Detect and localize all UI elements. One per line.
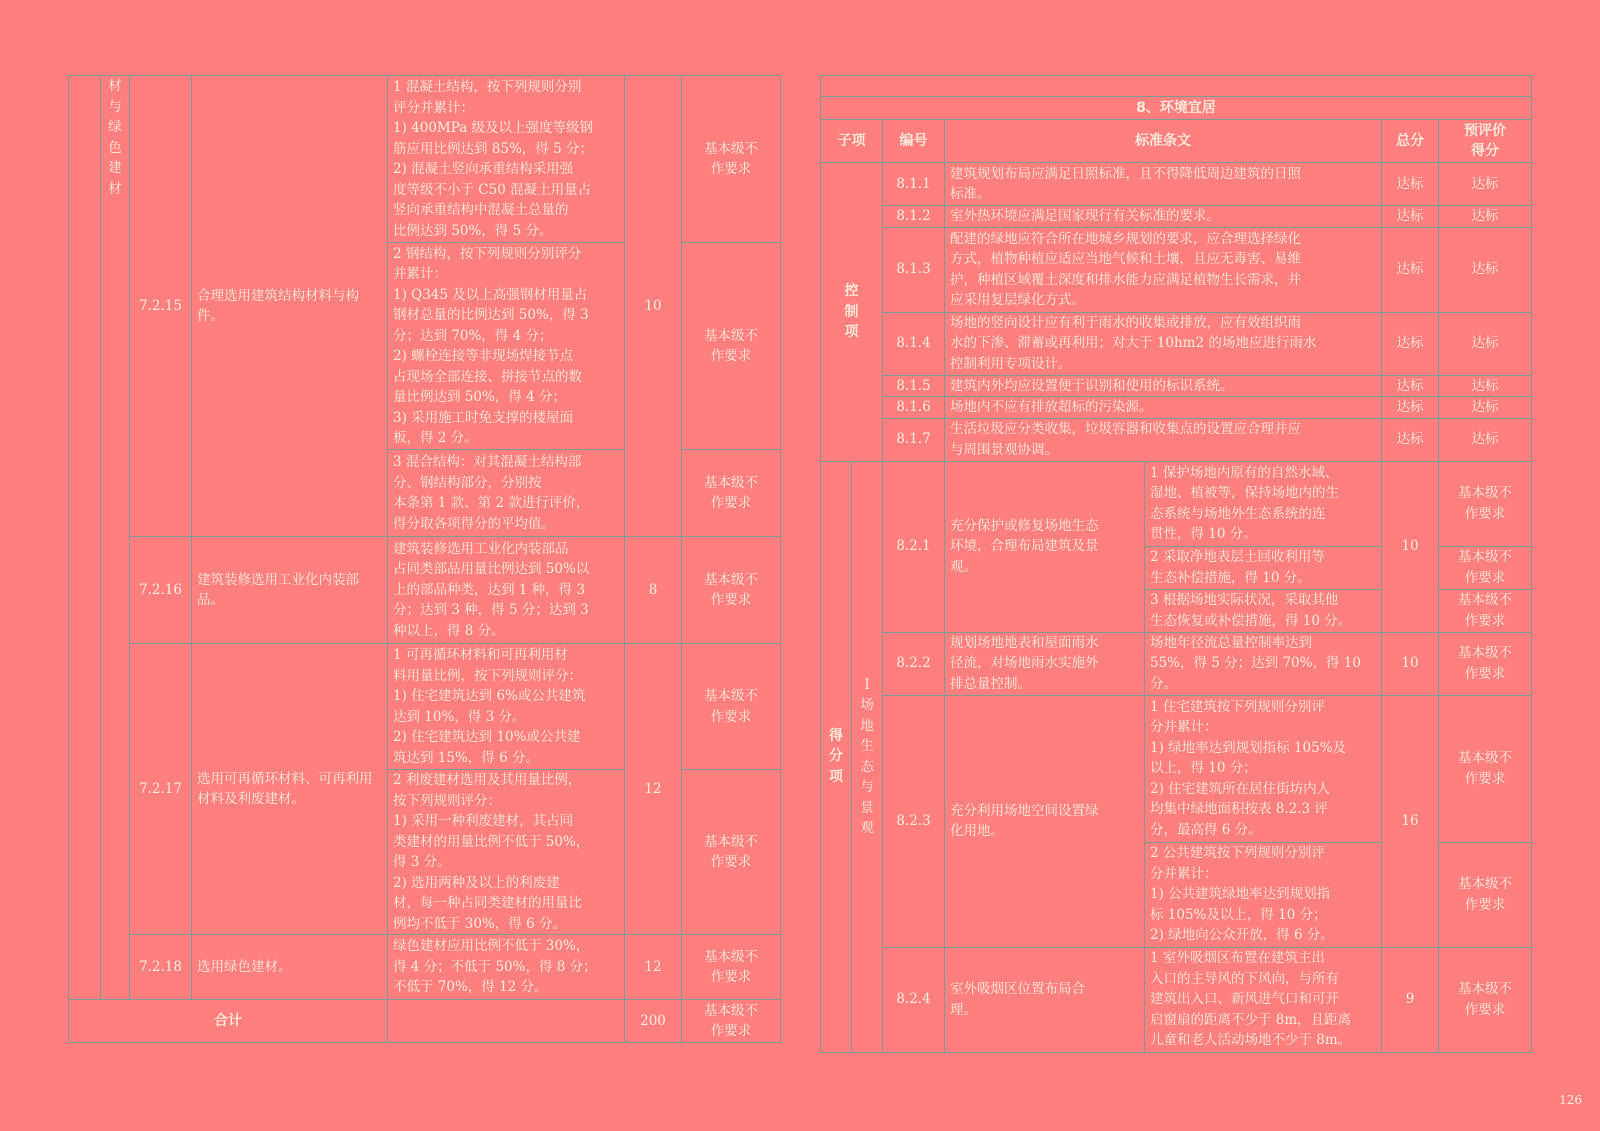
control-text-line: 场地的竖向设计应有利于雨水的收集或排放，应有效组织雨 bbox=[950, 314, 1301, 331]
header-code: 编号 bbox=[883, 120, 945, 163]
control-eval: 达标 bbox=[1439, 163, 1532, 206]
pre-eval-cell-line: 作要求 bbox=[710, 495, 752, 511]
control-score: 达标 bbox=[1382, 397, 1439, 419]
clause-rule-line: 度等级不小于 C50 混凝土用量占 bbox=[393, 181, 592, 198]
pre-eval-cell bbox=[682, 770, 781, 935]
clause-rule-line: 1) 住宅建筑达到 6%或公共建筑 bbox=[393, 688, 586, 704]
control-code: 8.1.5 bbox=[883, 375, 945, 397]
control-text-line: 方式，植物种植应适应当地气候和土壤，且应无毒害、易维 bbox=[950, 251, 1301, 267]
clause-rule-line: 占现场全部连接、拼接节点的数 bbox=[393, 368, 582, 385]
scoring-rule-line: 均集中绿地面积按表 8.2.3 评 bbox=[1150, 801, 1328, 818]
scoring-eval-line: 作要求 bbox=[1464, 569, 1506, 586]
clause-rule-line: 2) 住宅建筑达到 10%或公共建 bbox=[393, 729, 581, 745]
scoring-rule-line: 分，最高得 6 分。 bbox=[1150, 821, 1262, 838]
scoring-score: 10 bbox=[1382, 461, 1439, 632]
scoring-eval-line: 作要求 bbox=[1464, 896, 1506, 913]
scoring-code: 8.2.2 bbox=[883, 632, 945, 695]
scoring-rule-line: 1 住宅建筑按下列规则分别评 bbox=[1150, 698, 1325, 715]
clause-rule-line: 筋应用比例达到 85%，得 5 分； bbox=[393, 140, 593, 157]
category-label bbox=[101, 76, 130, 1000]
clause-rule-line: 筑达到 15%，得 6 分。 bbox=[393, 749, 539, 766]
scoring-rule bbox=[1145, 947, 1382, 1052]
page-number: 126 bbox=[1559, 1093, 1582, 1107]
clause-rule-line: 得 3 分。 bbox=[393, 854, 451, 870]
control-text bbox=[945, 312, 1382, 375]
clause-rule-line: 2 钢结构，按下列规则分别评分 bbox=[393, 245, 582, 262]
header-score: 总分 bbox=[1382, 120, 1439, 163]
pre-eval-cell bbox=[682, 243, 781, 450]
scoring-group-label-line: 态 bbox=[860, 758, 874, 775]
total-empty-cell bbox=[388, 1000, 625, 1043]
pre-eval-cell-line: 作要求 bbox=[710, 161, 752, 177]
scoring-rule bbox=[1145, 695, 1382, 842]
scoring-eval-line: 作要求 bbox=[1464, 612, 1506, 629]
scoring-title-line: 环境，合理布局建筑及景 bbox=[950, 538, 1099, 555]
scoring-group-label-line: 景 bbox=[860, 799, 874, 816]
scoring-rule bbox=[1145, 842, 1382, 947]
control-text bbox=[945, 227, 1382, 312]
clause-title: 选用绿色建材。 bbox=[192, 935, 388, 1000]
clause-rule-line: 2 利废建材选用及其用量比例， bbox=[393, 772, 582, 788]
control-items-label bbox=[821, 163, 883, 462]
scoring-rule-line: 湿地、植被等，保持场地内的生 bbox=[1150, 485, 1339, 501]
scoring-eval bbox=[1439, 461, 1532, 546]
scoring-rule-line: 1 室外吸烟区布置在建筑主出 bbox=[1150, 950, 1325, 967]
clause-rule-line: 分；达到 3 种，得 5 分；达到 3 bbox=[393, 602, 589, 619]
control-text-line: 控制利用专项设计。 bbox=[950, 355, 1072, 372]
scoring-items-label-line: 分 bbox=[829, 748, 843, 765]
scoring-rule-line: 2) 住宅建筑所在居住街坊内人 bbox=[1150, 780, 1331, 797]
scoring-rule-line: 生态补偿措施，得 10 分。 bbox=[1150, 569, 1311, 586]
scoring-title-line: 充分利用场地空间设置绿 bbox=[950, 802, 1099, 819]
control-score: 达标 bbox=[1382, 375, 1439, 397]
scoring-items-label bbox=[821, 461, 852, 1052]
clause-rule-line: 按下列规则评分： bbox=[393, 792, 501, 809]
category-label-line: 绿 bbox=[108, 119, 122, 135]
control-score: 达标 bbox=[1382, 312, 1439, 375]
clause-rule-line: 上的部品种类，达到 1 种，得 3 bbox=[393, 581, 586, 598]
control-text-line: 与周围景观协调。 bbox=[950, 441, 1058, 458]
scoring-title bbox=[945, 461, 1145, 632]
control-eval: 达标 bbox=[1439, 206, 1532, 228]
scoring-title-line: 观。 bbox=[950, 558, 977, 575]
clause-rule bbox=[388, 537, 625, 644]
clause-title: 建筑装修选用工业化内装部品。 bbox=[192, 537, 388, 644]
scoring-group-label-line: 地 bbox=[860, 717, 874, 734]
scoring-score: 16 bbox=[1382, 695, 1439, 947]
right-standard-table bbox=[820, 75, 1532, 1053]
control-text bbox=[945, 206, 1382, 228]
scoring-title bbox=[945, 947, 1145, 1052]
scoring-code: 8.2.1 bbox=[883, 461, 945, 632]
scoring-rule-line: 贯性，得 10 分。 bbox=[1150, 526, 1257, 542]
scoring-rule-line: 2) 绿地向公众开放，得 6 分。 bbox=[1150, 927, 1334, 944]
category-label-line: 与 bbox=[108, 98, 122, 115]
pre-eval-cell bbox=[682, 644, 781, 770]
header-sub: 子项 bbox=[821, 120, 883, 163]
pre-eval-cell-line: 作要求 bbox=[710, 854, 752, 870]
scoring-eval-line: 作要求 bbox=[1464, 665, 1506, 682]
clause-title: 合理选用建筑结构材料与构件。 bbox=[192, 76, 388, 537]
scoring-rule-line: 2 采取净地表层土回收利用等 bbox=[1150, 549, 1325, 565]
scoring-eval-line: 作要求 bbox=[1464, 505, 1506, 522]
pre-eval-cell-line: 基本级不 bbox=[704, 571, 758, 588]
scoring-eval-line: 基本级不 bbox=[1458, 876, 1513, 892]
control-score: 达标 bbox=[1382, 418, 1439, 461]
scoring-rule-line: 生态恢复或补偿措施，得 10 分。 bbox=[1150, 612, 1352, 629]
scoring-items-label-line: 得 bbox=[829, 727, 843, 744]
clause-rule-line: 得分取各项得分的平均值。 bbox=[393, 515, 555, 532]
scoring-rule-line: 标 105%及以上，得 10 分； bbox=[1150, 906, 1327, 923]
scoring-title-line: 室外吸烟区位置布局合 bbox=[950, 981, 1085, 997]
clause-code: 7.2.18 bbox=[130, 935, 192, 1000]
scoring-eval-line: 作要求 bbox=[1464, 1001, 1506, 1018]
pre-eval-cell bbox=[682, 537, 781, 644]
clause-rule-line: 钢材总量的比例达到 50%，得 3 bbox=[393, 307, 589, 323]
scoring-rule-line: 建筑出入口、新风进气口和可开 bbox=[1150, 991, 1339, 1008]
clause-code: 7.2.16 bbox=[130, 537, 192, 644]
control-items-label-line: 控 bbox=[844, 283, 859, 299]
clause-rule bbox=[388, 243, 625, 450]
clause-score: 12 bbox=[625, 935, 682, 1000]
scoring-rule-line: 3 根据场地实际状况，采取其他 bbox=[1150, 592, 1339, 608]
clause-rule-line: 1) 400MPa 级及以上强度等级钢 bbox=[393, 120, 594, 136]
scoring-rule-line: 55%，得 5 分；达到 70%，得 10 bbox=[1150, 655, 1361, 672]
scoring-group-label-line: 与 bbox=[860, 779, 874, 795]
clause-rule-line: 达到 10%，得 3 分。 bbox=[393, 708, 526, 725]
control-code: 8.1.7 bbox=[883, 418, 945, 461]
scoring-rule bbox=[1145, 589, 1382, 632]
control-text bbox=[945, 375, 1382, 397]
blank-header-row bbox=[821, 76, 1532, 97]
scoring-eval bbox=[1439, 947, 1532, 1052]
clause-rule-line: 不低于 70%，得 12 分。 bbox=[393, 979, 548, 996]
clause-rule-line: 2) 螺栓连接等非现场焊接节点 bbox=[393, 348, 574, 364]
scoring-eval bbox=[1439, 842, 1532, 947]
scoring-eval-line: 基本级不 bbox=[1458, 750, 1513, 766]
scoring-rule bbox=[1145, 632, 1382, 695]
clause-code: 7.2.17 bbox=[130, 644, 192, 935]
scoring-eval bbox=[1439, 546, 1532, 589]
category-label-line: 建 bbox=[108, 160, 122, 176]
scoring-score: 9 bbox=[1382, 947, 1439, 1052]
scoring-score: 10 bbox=[1382, 632, 1439, 695]
control-score: 达标 bbox=[1382, 227, 1439, 312]
scoring-rule bbox=[1145, 546, 1382, 589]
header-text: 标准条文 bbox=[945, 120, 1382, 163]
clause-score: 12 bbox=[625, 644, 682, 935]
scoring-rule-line: 场地年径流总量控制率达到 bbox=[1150, 634, 1312, 651]
scoring-eval-line: 作要求 bbox=[1464, 770, 1506, 787]
total-eval-line: 作要求 bbox=[710, 1023, 752, 1039]
total-eval bbox=[682, 1000, 781, 1043]
pre-eval-cell-line: 基本级不 bbox=[704, 948, 758, 965]
pre-eval-cell-line: 作要求 bbox=[710, 592, 752, 608]
scoring-title-line: 充分保护或修复场地生态 bbox=[950, 517, 1099, 534]
scoring-title-line: 排总量控制。 bbox=[950, 675, 1031, 692]
clause-rule-line: 得 4 分；不低于 50%，得 8 分； bbox=[393, 958, 597, 975]
clause-rule-line: 料用量比例，按下列规则评分： bbox=[393, 667, 582, 684]
total-eval-line: 基本级不 bbox=[704, 1002, 758, 1019]
control-text-line: 场地内不应有排放超标的污染源。 bbox=[950, 399, 1153, 415]
clause-title: 选用可再循环材料、可再利用材料及利废建材。 bbox=[192, 644, 388, 935]
pre-eval-cell-line: 基本级不 bbox=[704, 474, 758, 491]
control-eval: 达标 bbox=[1439, 312, 1532, 375]
control-code: 8.1.3 bbox=[883, 227, 945, 312]
clause-rule-line: 并累计： bbox=[393, 266, 447, 282]
clause-rule-line: 类建材的用量比例不低于 50%， bbox=[393, 833, 590, 850]
pre-eval-cell bbox=[682, 935, 781, 1000]
pre-eval-cell bbox=[682, 76, 781, 243]
scoring-rule-line: 态系统与场地外生态系统的连 bbox=[1150, 505, 1326, 522]
clause-rule-line: 建筑装修选用工业化内装部品 bbox=[393, 540, 569, 557]
control-items-label-line: 项 bbox=[844, 324, 859, 340]
clause-rule-line: 板，得 2 分。 bbox=[393, 430, 478, 446]
scoring-rule-line: 1) 公共建筑绿地率达到规划指 bbox=[1150, 886, 1331, 903]
scoring-rule-line: 以上，得 10 分； bbox=[1150, 760, 1257, 777]
pre-eval-cell-line: 基本级不 bbox=[704, 688, 758, 704]
pre-eval-cell-line: 基本级不 bbox=[704, 327, 758, 344]
clause-score: 8 bbox=[625, 537, 682, 644]
control-score: 达标 bbox=[1382, 206, 1439, 228]
control-text-line: 生活垃圾应分类收集，垃圾容器和收集点的设置应合理并应 bbox=[950, 421, 1301, 437]
scoring-rule-line: 入口的主导风的下风向，与所有 bbox=[1150, 970, 1339, 987]
clause-rule-line: 种以上，得 8 分。 bbox=[393, 622, 505, 639]
scoring-eval bbox=[1439, 632, 1532, 695]
control-eval: 达标 bbox=[1439, 227, 1532, 312]
header-eval-line: 预评价 bbox=[1464, 122, 1507, 139]
control-text-line: 配建的绿地应符合所在地城乡规划的要求，应合理选择绿化 bbox=[950, 230, 1301, 247]
clause-rule-line: 例均不低于 30%，得 6 分。 bbox=[393, 915, 566, 932]
scoring-group-label-line: 场 bbox=[860, 697, 874, 713]
scoring-group-label-line: 观 bbox=[860, 820, 874, 836]
scoring-rule-line: 1 保护场地内原有的自然水域、 bbox=[1150, 464, 1339, 481]
clause-rule-line: 2) 选用两种及以上的利废建 bbox=[393, 874, 560, 891]
control-eval: 达标 bbox=[1439, 418, 1532, 461]
control-text bbox=[945, 163, 1382, 206]
scoring-title-line: 化用地。 bbox=[950, 823, 1004, 839]
scoring-rule-line: 儿童和老人活动场地不少于 8m。 bbox=[1150, 1032, 1352, 1049]
control-code: 8.1.6 bbox=[883, 397, 945, 419]
clause-rule bbox=[388, 770, 625, 935]
clause-rule-line: 1 混凝土结构，按下列规则分别 bbox=[393, 79, 582, 95]
scoring-eval-line: 基本级不 bbox=[1458, 592, 1513, 608]
scoring-code: 8.2.4 bbox=[883, 947, 945, 1052]
control-score: 达标 bbox=[1382, 163, 1439, 206]
scoring-group-label-line: Ⅰ bbox=[864, 676, 870, 693]
scoring-items-label-line: 项 bbox=[829, 768, 843, 785]
control-text-line: 水的下渗、滞蓄或再利用；对大于 10hm2 的场地应进行雨水 bbox=[950, 335, 1317, 352]
left-margin-cell bbox=[69, 76, 101, 1000]
control-items-label-line: 制 bbox=[844, 303, 859, 320]
scoring-eval-line: 基本级不 bbox=[1458, 981, 1513, 997]
pre-eval-cell-line: 基本级不 bbox=[704, 140, 758, 157]
clause-rule bbox=[388, 644, 625, 770]
control-text-line: 护，种植区域覆土深度和排水能力应满足植物生长需求，并 bbox=[950, 271, 1301, 288]
clause-rule-line: 3 混合结构：对其混凝土结构部 bbox=[393, 454, 582, 470]
scoring-rule-line: 1) 绿地率达到规划指标 105%及 bbox=[1150, 739, 1347, 756]
category-label-line: 色 bbox=[108, 139, 122, 156]
control-text-line: 建筑内外均应设置便于识别和使用的标识系统。 bbox=[950, 377, 1234, 394]
scoring-rule-line: 分并累计： bbox=[1150, 719, 1218, 736]
scoring-rule-line: 启窗扇的距离不少于 8m，且距离 bbox=[1150, 1011, 1352, 1028]
header-eval-line: 得分 bbox=[1471, 143, 1500, 159]
scoring-eval-line: 基本级不 bbox=[1458, 645, 1513, 661]
control-code: 8.1.4 bbox=[883, 312, 945, 375]
clause-rule-line: 绿色建材应用比例不低于 30%， bbox=[393, 938, 590, 955]
scoring-code: 8.2.3 bbox=[883, 695, 945, 947]
control-text-line: 标准。 bbox=[950, 186, 991, 202]
clause-rule-line: 1) 采用一种利废建材，其占同 bbox=[393, 813, 574, 829]
pre-eval-cell bbox=[682, 450, 781, 537]
left-standard-table bbox=[68, 75, 781, 1043]
scoring-title-line: 径流，对场地雨水实施外 bbox=[950, 655, 1099, 672]
scoring-eval bbox=[1439, 695, 1532, 842]
pre-eval-cell-line: 作要求 bbox=[710, 348, 752, 364]
control-eval: 达标 bbox=[1439, 397, 1532, 419]
control-code: 8.1.2 bbox=[883, 206, 945, 228]
total-score: 200 bbox=[625, 1000, 682, 1043]
clause-rule-line: 分；达到 70%，得 4 分； bbox=[393, 327, 553, 344]
scoring-title bbox=[945, 695, 1145, 947]
scoring-group-label-line: 生 bbox=[860, 738, 874, 754]
clause-rule bbox=[388, 76, 625, 243]
control-text bbox=[945, 418, 1382, 461]
clause-rule-line: 材，每一种占同类建材的用量比 bbox=[393, 895, 582, 911]
clause-code: 7.2.15 bbox=[130, 76, 192, 537]
clause-rule-line: 分、钢结构部分，分别按 bbox=[393, 474, 542, 491]
control-text-line: 室外热环境应满足国家现行有关标准的要求。 bbox=[950, 208, 1220, 224]
clause-rule-line: 评分并累计： bbox=[393, 99, 474, 116]
category-label-line: 材 bbox=[108, 78, 122, 94]
control-eval: 达标 bbox=[1439, 375, 1532, 397]
header-eval bbox=[1439, 120, 1532, 163]
scoring-eval-line: 基本级不 bbox=[1458, 549, 1513, 565]
clause-rule-line: 1) Q345 及以上高强钢材用量占 bbox=[393, 286, 588, 303]
control-text-line: 应采用复层绿化方式。 bbox=[950, 292, 1085, 308]
control-code: 8.1.1 bbox=[883, 163, 945, 206]
clause-rule-line: 比例达到 50%，得 5 分。 bbox=[393, 222, 553, 239]
pre-eval-cell-line: 作要求 bbox=[710, 708, 752, 725]
scoring-rule-line: 分并累计： bbox=[1150, 865, 1218, 882]
scoring-title bbox=[945, 632, 1145, 695]
clause-rule bbox=[388, 450, 625, 537]
clause-score: 10 bbox=[625, 76, 682, 537]
scoring-rule-line: 分。 bbox=[1150, 675, 1177, 692]
pre-eval-cell-line: 作要求 bbox=[710, 969, 752, 985]
scoring-eval-line: 基本级不 bbox=[1458, 485, 1513, 501]
category-label-line: 材 bbox=[108, 180, 122, 197]
clause-rule-line: 1 可再循环材料和可再利用材 bbox=[393, 647, 568, 663]
pre-eval-cell-line: 基本级不 bbox=[704, 833, 758, 850]
clause-rule-line: 占同类部品用量比例达到 50%以 bbox=[393, 561, 590, 578]
scoring-eval bbox=[1439, 589, 1532, 632]
clause-rule-line: 竖向承重结构中混凝土总量的 bbox=[393, 202, 569, 218]
scoring-title-line: 理。 bbox=[950, 1001, 977, 1018]
scoring-group-label bbox=[852, 461, 883, 1052]
clause-rule-line: 量比例达到 50%，得 4 分； bbox=[393, 389, 566, 405]
scoring-rule bbox=[1145, 461, 1382, 546]
clause-rule-line: 3) 采用施工时免支撑的楼屋面 bbox=[393, 409, 574, 426]
clause-rule-line: 2) 混凝土竖向承重结构采用强 bbox=[393, 161, 574, 177]
scoring-title-line: 规划场地地表和屋面雨水 bbox=[950, 634, 1099, 651]
clause-rule-line: 本条第 1 款、第 2 款进行评价， bbox=[393, 495, 590, 511]
control-text-line: 建筑规划布局应满足日照标准，且不得降低周边建筑的日照 bbox=[950, 165, 1301, 182]
scoring-rule-line: 2 公共建筑按下列规则分别评 bbox=[1150, 845, 1325, 862]
control-text bbox=[945, 397, 1382, 419]
section-title: 8、环境宜居 bbox=[821, 97, 1532, 120]
clause-rule bbox=[388, 935, 625, 1000]
total-label: 合计 bbox=[69, 1000, 388, 1043]
